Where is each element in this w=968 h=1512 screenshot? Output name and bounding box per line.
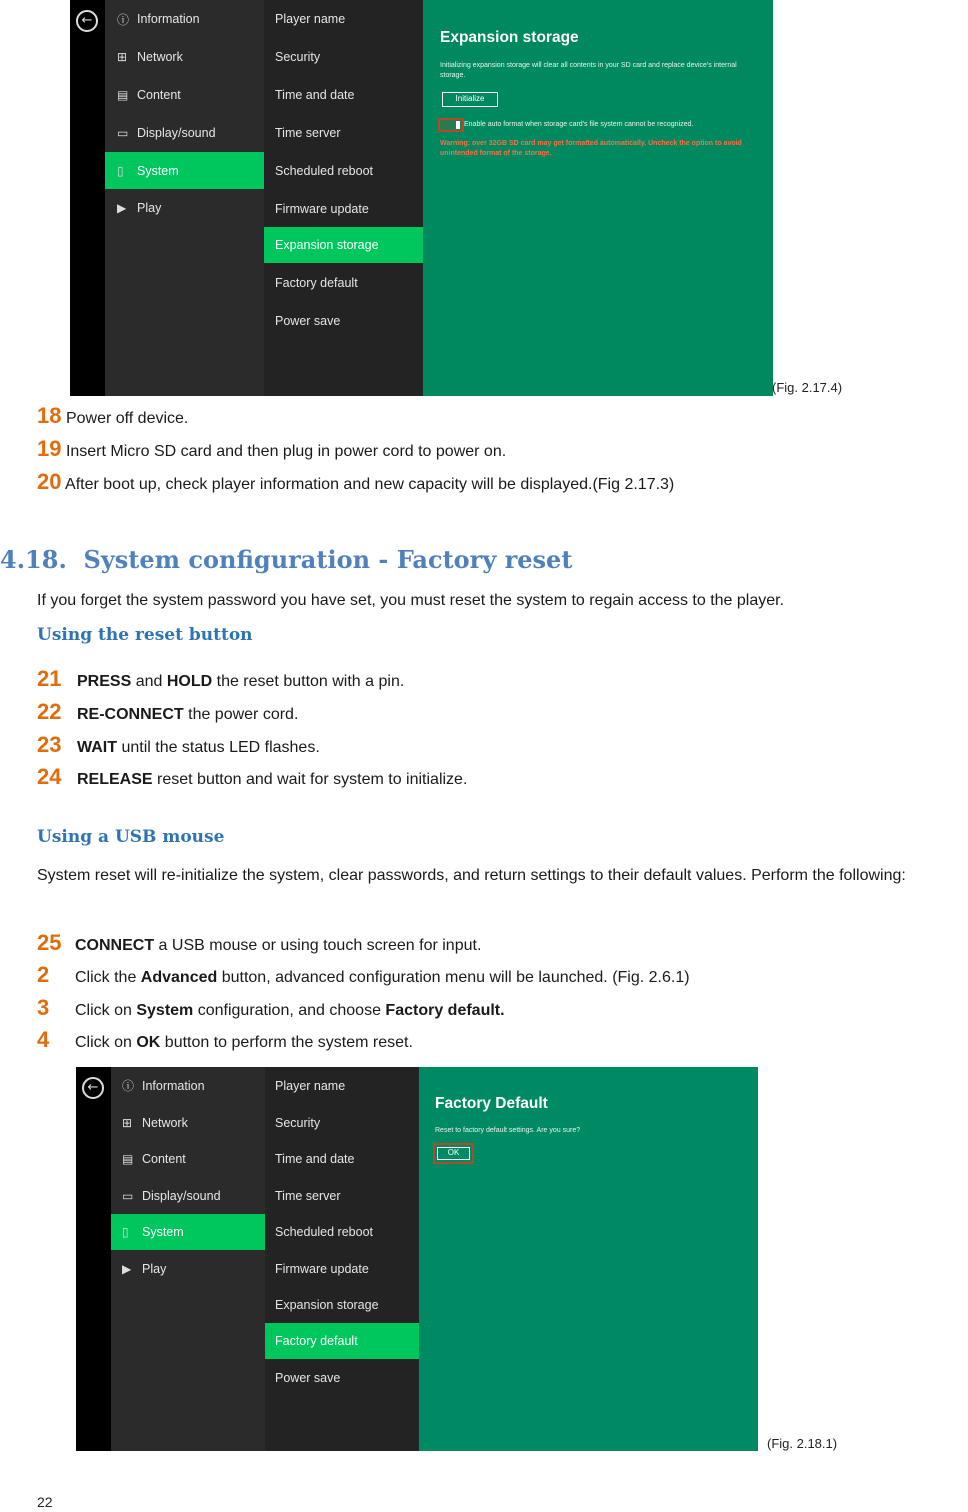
menu-item-label: Display/sound: [142, 1188, 221, 1203]
step-number: 24: [37, 764, 62, 789]
step-21: [37, 666, 404, 692]
step-keyword: RE-CONNECT: [77, 706, 184, 723]
submenu-label: Security: [275, 50, 321, 64]
step-keyword: RELEASE: [77, 771, 153, 788]
panel-description: Reset to factory default settings. Are you sure?: [435, 1127, 581, 1134]
display-icon: ▭: [117, 126, 129, 140]
step-19: [37, 436, 506, 462]
step-number: 2: [37, 962, 50, 987]
step-number: 4: [37, 1027, 50, 1052]
menu-item-information[interactable]: [111, 1067, 265, 1104]
section-heading: 4.18. System configuration - Factory reset: [0, 545, 573, 574]
ok-button-label: OK: [437, 1147, 470, 1160]
menu-item-network[interactable]: [111, 1104, 265, 1141]
submenu-item-security[interactable]: [265, 1104, 419, 1141]
menu-item-system[interactable]: [105, 152, 264, 189]
menu-item-label: Play: [137, 201, 162, 215]
factory-default-screenshot: [76, 1067, 758, 1451]
main-menu: [105, 0, 264, 396]
usb-mouse-heading: Using a USB mouse: [37, 827, 225, 847]
submenu-label: Power save: [275, 1370, 341, 1385]
main-menu: [111, 1067, 265, 1451]
menu-item-play[interactable]: [111, 1250, 265, 1287]
submenu-item-firmware-update[interactable]: [265, 1250, 419, 1287]
step-text: Click on: [75, 1002, 137, 1019]
submenu-label: Time server: [275, 1188, 341, 1203]
step-25: [37, 930, 481, 956]
step-text: Power off device.: [65, 410, 189, 427]
system-icon: ▯: [122, 1225, 129, 1239]
submenu-label: Factory default: [275, 276, 358, 290]
step-text: configuration, and choose: [193, 1002, 386, 1019]
info-icon: ⓘ: [122, 1079, 135, 1093]
submenu-item-expansion-storage[interactable]: [264, 227, 423, 263]
step-18: [37, 403, 188, 429]
submenu-label: Player name: [275, 1078, 346, 1093]
step-4: [37, 1027, 413, 1053]
system-icon: ▯: [117, 163, 124, 178]
menu-item-label: Play: [142, 1261, 167, 1276]
step-text: until the status LED flashes.: [117, 739, 320, 756]
submenu-item-power-save[interactable]: [264, 302, 423, 340]
menu-item-network[interactable]: [105, 38, 264, 76]
submenu-item-time-server[interactable]: [264, 114, 423, 152]
submenu-label: Firmware update: [275, 1261, 369, 1276]
reset-button-heading: Using the reset button: [37, 625, 253, 645]
submenu-item-time-server[interactable]: [265, 1177, 419, 1214]
submenu-item-time-and-date[interactable]: [264, 76, 423, 114]
submenu-label: Expansion storage: [275, 238, 379, 252]
submenu-label: Power save: [275, 314, 341, 328]
submenu-label: Time server: [275, 126, 341, 140]
step-number: 21: [37, 666, 62, 691]
menu-item-label: Display/sound: [137, 126, 216, 140]
menu-item-content[interactable]: [105, 76, 264, 114]
play-icon: ▶: [122, 1261, 132, 1276]
menu-item-label: Network: [137, 50, 183, 64]
menu-item-display-sound[interactable]: [105, 114, 264, 152]
menu-item-system[interactable]: [111, 1214, 265, 1250]
menu-item-label: Content: [137, 88, 181, 102]
step-text: a USB mouse or using touch screen for input.: [154, 937, 482, 954]
step-22: [37, 699, 298, 725]
play-icon: ▶: [117, 201, 127, 215]
submenu-item-security[interactable]: [264, 38, 423, 76]
system-submenu: [264, 0, 423, 396]
step-number: 25: [37, 930, 62, 955]
submenu-item-expansion-storage[interactable]: [265, 1287, 419, 1323]
submenu-label: Factory default: [275, 1334, 358, 1348]
step-text: button, advanced configuration menu will be launched. (Fig. 2.6.1): [217, 969, 690, 986]
step-keyword: Advanced: [140, 969, 218, 986]
step-text: reset button and wait for system to initialize.: [152, 771, 468, 788]
submenu-label: Expansion storage: [275, 1298, 379, 1312]
factory-default-panel: [419, 1067, 758, 1451]
step-20: [37, 469, 674, 495]
submenu-label: Security: [275, 1115, 321, 1130]
submenu-label: Time and date: [275, 88, 355, 102]
content-icon: ▤: [122, 1152, 134, 1166]
menu-item-label: Content: [142, 1152, 186, 1166]
usb-mouse-intro: System reset will re-initialize the system, clear passwords, and return settings to their default values. Perform the following:: [37, 867, 906, 884]
network-icon: ⊞: [117, 50, 128, 64]
step-number: 22: [37, 699, 62, 724]
display-icon: ▭: [122, 1188, 134, 1203]
left-bar: [70, 0, 105, 396]
panel-title: Expansion storage: [440, 29, 579, 46]
submenu-label: Scheduled reboot: [275, 1225, 373, 1239]
ok-button[interactable]: [433, 1143, 474, 1164]
step-text: the reset button with a pin.: [212, 673, 405, 690]
menu-item-information[interactable]: [105, 0, 264, 38]
submenu-item-factory-default[interactable]: [264, 264, 423, 302]
menu-item-label: Network: [142, 1115, 188, 1130]
figure-caption: (Fig. 2.17.4): [772, 380, 843, 395]
step-keyword: PRESS: [77, 673, 132, 690]
step-text: button to perform the system reset.: [160, 1034, 413, 1051]
step-keyword: System: [136, 1002, 194, 1019]
step-24: [37, 764, 467, 790]
section-intro: If you forget the system password you have set, you must reset the system to regain access to the player.: [37, 592, 785, 609]
system-submenu: [265, 1067, 419, 1451]
step-number: 23: [37, 732, 62, 757]
submenu-label: Player name: [275, 12, 346, 26]
submenu-item-player-name[interactable]: [264, 0, 423, 38]
step-keyword: CONNECT: [75, 937, 155, 954]
menu-item-label: Information: [142, 1078, 205, 1093]
expansion-storage-screenshot: [70, 0, 773, 396]
expansion-storage-panel: [423, 0, 773, 396]
content-icon: ▤: [117, 88, 129, 102]
submenu-item-firmware-update[interactable]: [264, 190, 423, 227]
menu-item-label: System: [137, 163, 179, 178]
back-arrow-icon[interactable]: ←: [82, 1077, 104, 1099]
submenu-item-scheduled-reboot[interactable]: [265, 1214, 419, 1250]
step-2: [37, 962, 690, 988]
left-bar: [76, 1067, 111, 1451]
auto-format-toggle[interactable]: [438, 118, 464, 132]
panel-description: Initializing expansion storage will clear all contents in your SD card and replace device's internal storage.: [440, 62, 737, 79]
submenu-label: Time and date: [275, 1152, 355, 1166]
step-text: Click the: [75, 969, 141, 986]
sd-card-warning: Warning: over 32GB SD card may get formatted automatically. Uncheck the option to avoid unintended format of the storage.: [440, 140, 742, 157]
step-23: [37, 732, 320, 758]
back-arrow-icon[interactable]: ←: [76, 10, 98, 32]
submenu-label: Scheduled reboot: [275, 164, 373, 178]
step-3: [37, 995, 505, 1021]
submenu-item-scheduled-reboot[interactable]: [264, 152, 423, 190]
menu-item-display-sound[interactable]: [111, 1177, 265, 1214]
auto-format-label: Enable auto format when storage card's file system cannot be recognized.: [464, 121, 694, 128]
step-text: Insert Micro SD card and then plug in power cord to power on.: [65, 443, 507, 460]
panel-title: Factory Default: [435, 1095, 548, 1112]
step-number: 20: [37, 469, 62, 494]
step-text: After boot up, check player information and new capacity will be displayed.(Fig 2.17.3): [65, 476, 675, 493]
menu-item-label: System: [142, 1225, 184, 1239]
figure-caption: (Fig. 2.18.1): [767, 1436, 838, 1451]
menu-item-content[interactable]: [111, 1141, 265, 1177]
submenu-label: Firmware update: [275, 201, 369, 216]
step-keyword: Factory default.: [385, 1002, 505, 1019]
step-text: the power cord.: [183, 706, 299, 723]
menu-item-label: Information: [137, 12, 200, 26]
info-icon: ⓘ: [117, 12, 130, 27]
network-icon: ⊞: [122, 1115, 133, 1130]
submenu-item-time-and-date[interactable]: [265, 1141, 419, 1177]
step-keyword: OK: [136, 1034, 161, 1051]
submenu-item-power-save[interactable]: [265, 1359, 419, 1396]
initialize-button[interactable]: Initialize: [442, 92, 498, 107]
step-number: 19: [37, 436, 62, 461]
step-text: Click on: [75, 1034, 137, 1051]
step-keyword: HOLD: [166, 673, 213, 690]
step-text: and: [131, 673, 167, 690]
step-keyword: WAIT: [77, 739, 117, 756]
step-number: 3: [37, 995, 50, 1020]
menu-item-play[interactable]: [105, 189, 264, 227]
submenu-item-player-name[interactable]: [265, 1067, 419, 1104]
submenu-item-factory-default[interactable]: [265, 1323, 419, 1359]
page-number: 22: [37, 1494, 53, 1510]
step-number: 18: [37, 403, 62, 428]
